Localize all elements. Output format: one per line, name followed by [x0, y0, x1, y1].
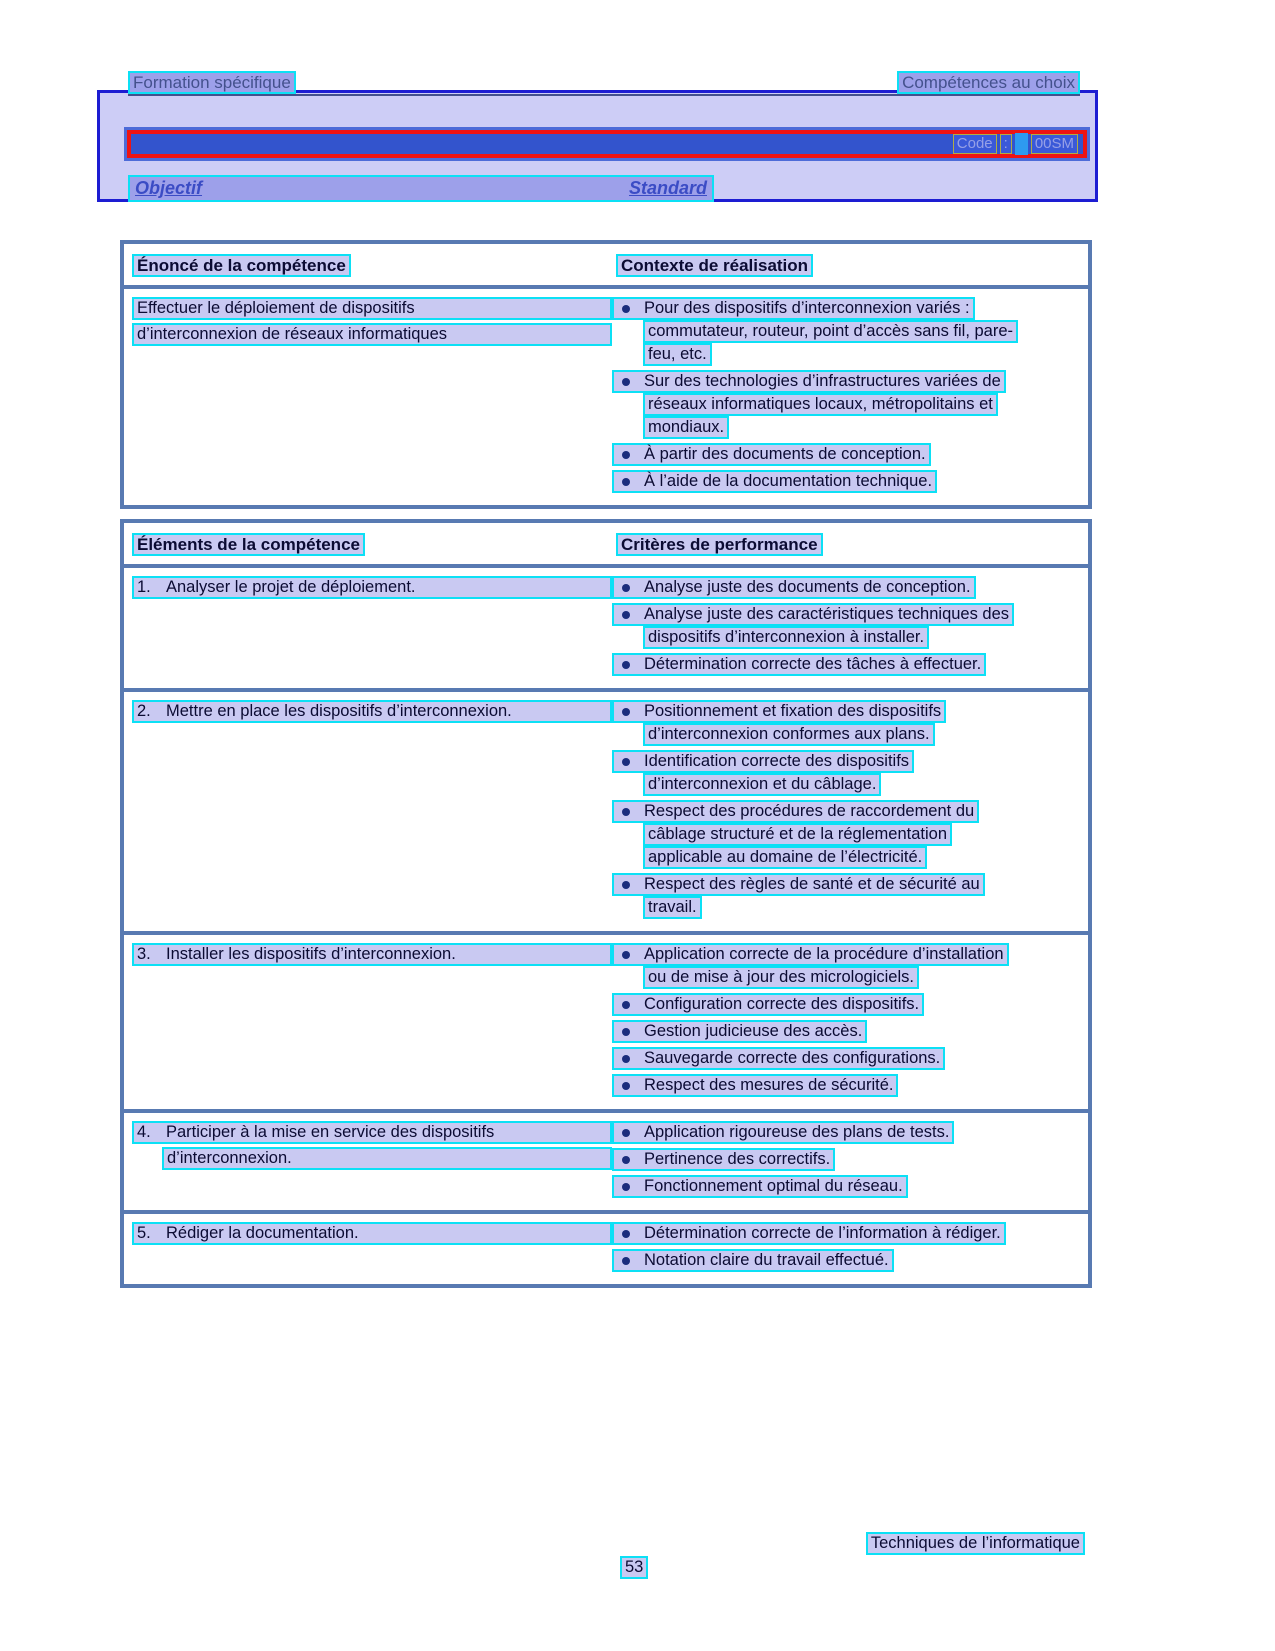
- row-text: Mettre en place les dispositifs d’interconnexion.: [166, 702, 512, 720]
- running-header: [128, 71, 1080, 94]
- bullet-text: Respect des mesures de sécurité.: [644, 1076, 894, 1094]
- bullet-icon: [622, 1055, 630, 1063]
- row-text: Analyser le projet de déploiement.: [166, 578, 416, 596]
- right-cell: [612, 297, 1080, 497]
- left-cell: [132, 576, 612, 680]
- bullet-icon: [622, 661, 630, 669]
- bullet-text: Respect des règles de santé et de sécurité au: [644, 875, 980, 893]
- bullet-text: d’interconnexion conformes aux plans.: [648, 725, 930, 743]
- bullet-line: [643, 723, 1080, 746]
- bullet-line: [612, 576, 1080, 599]
- bullet-item: [612, 653, 1080, 676]
- bullet-text: Application rigoureuse des plans de tests.: [644, 1123, 950, 1141]
- bullet-item: [612, 1047, 1080, 1070]
- left-cell: [132, 943, 612, 1101]
- bullet-icon: [622, 584, 630, 592]
- bullet-icon: [622, 1257, 630, 1265]
- elements-header-right: Critères de performance: [616, 533, 823, 556]
- bullet-text: Pertinence des correctifs.: [644, 1150, 831, 1168]
- bullet-line: [612, 943, 1080, 966]
- bullet-line: [612, 873, 1080, 896]
- bullet-item: [612, 1249, 1080, 1272]
- bullet-icon: [622, 951, 630, 959]
- competence-table-header: [124, 244, 1088, 289]
- row-text-line: [162, 1147, 612, 1170]
- bullet-line: [643, 896, 1080, 919]
- bullet-item: [612, 1074, 1080, 1097]
- row-text: Effectuer le déploiement de dispositifs: [137, 299, 415, 317]
- bullet-icon: [622, 478, 630, 486]
- bullet-text: dispositifs d’interconnexion à installer.: [648, 628, 925, 646]
- row-text: Participer à la mise en service des dispositifs: [166, 1123, 495, 1141]
- bullet-line: [643, 773, 1080, 796]
- bullet-text: Détermination correcte de l’information à rédiger.: [644, 1224, 1001, 1242]
- bullet-text: feu, etc.: [648, 345, 707, 363]
- bullet-text: Détermination correcte des tâches à effectuer.: [644, 655, 982, 673]
- bullet-text: À partir des documents de conception.: [644, 445, 926, 463]
- bullet-icon: [622, 758, 630, 766]
- bullet-icon: [622, 1028, 630, 1036]
- right-cell: [612, 700, 1080, 923]
- bullet-line: [643, 320, 1080, 343]
- bullet-item: [612, 873, 1080, 919]
- bullet-icon: [622, 808, 630, 816]
- bullet-line: [612, 1148, 1080, 1171]
- row-text: d’interconnexion.: [167, 1149, 292, 1167]
- row-number: 2.: [137, 702, 151, 720]
- bullet-text: Fonctionnement optimal du réseau.: [644, 1177, 903, 1195]
- bullet-item: [612, 297, 1080, 366]
- bullet-line: [612, 1074, 1080, 1097]
- bullet-text: Identification correcte des dispositifs: [644, 752, 910, 770]
- bullet-item: [612, 470, 1080, 493]
- standard-label: Standard: [628, 178, 707, 198]
- bullet-text: À l’aide de la documentation technique.: [644, 472, 933, 490]
- header-right-label: Compétences au choix: [897, 71, 1080, 94]
- bullet-item: [612, 370, 1080, 439]
- bullet-item: [612, 800, 1080, 869]
- bullet-line: [612, 1222, 1080, 1245]
- table-row: [124, 289, 1088, 505]
- bullet-icon: [622, 305, 630, 313]
- competence-header-right: Contexte de réalisation: [616, 254, 813, 277]
- subheader-band: [128, 175, 714, 202]
- bullet-text: Analyse juste des documents de conception.: [644, 578, 971, 596]
- bullet-line: [643, 393, 1080, 416]
- bullet-line: [612, 993, 1080, 1016]
- bullet-item: [612, 603, 1080, 649]
- bullet-item: [612, 576, 1080, 599]
- row-text-line: [132, 700, 612, 723]
- bullet-text: Notation claire du travail effectué.: [644, 1251, 889, 1269]
- bullet-text: mondiaux.: [648, 418, 725, 436]
- objectif-label: Objectif: [135, 178, 203, 198]
- bullet-line: [612, 653, 1080, 676]
- bullet-item: [612, 700, 1080, 746]
- bullet-line: [612, 1047, 1080, 1070]
- right-cell: [612, 943, 1080, 1101]
- row-text: Rédiger la documentation.: [166, 1224, 359, 1242]
- bullet-line: [612, 1175, 1080, 1198]
- table-row: [124, 1210, 1088, 1284]
- row-text-line: [132, 1222, 612, 1245]
- bullet-icon: [622, 1183, 630, 1191]
- code-bar: [124, 127, 1090, 161]
- footer-label: Techniques de l’informatique: [866, 1532, 1085, 1555]
- row-text-line: [132, 1121, 612, 1144]
- bullet-text: Sur des technologies d’infrastructures variées de: [644, 372, 1001, 390]
- table-row: [124, 568, 1088, 688]
- left-cell: [132, 1222, 612, 1276]
- left-cell: [132, 700, 612, 923]
- row-text-line: [132, 576, 612, 599]
- right-cell: [612, 1222, 1080, 1276]
- bullet-text: travail.: [648, 898, 697, 916]
- competence-table: [120, 240, 1092, 509]
- bullet-text: Positionnement et fixation des dispositifs: [644, 702, 942, 720]
- row-text-line: [132, 943, 612, 966]
- row-text: d’interconnexion de réseaux informatiques: [137, 325, 448, 343]
- row-number: 4.: [137, 1123, 151, 1141]
- bullet-item: [612, 443, 1080, 466]
- bullet-text: Configuration correcte des dispositifs.: [644, 995, 920, 1013]
- header-rule: [128, 94, 1080, 96]
- bullet-line: [643, 416, 1080, 439]
- bullet-line: [612, 470, 1080, 493]
- bullet-text: câblage structuré et de la réglementation: [648, 825, 948, 843]
- bullet-item: [612, 1148, 1080, 1171]
- header-left-label: Formation spécifique: [128, 71, 296, 94]
- row-text-line: [132, 297, 612, 320]
- row-text-line: [132, 323, 612, 346]
- bullet-icon: [622, 1082, 630, 1090]
- bullet-text: ou de mise à jour des micrologiciels.: [648, 968, 914, 986]
- bullet-line: [643, 343, 1080, 366]
- bullet-item: [612, 993, 1080, 1016]
- left-cell: [132, 297, 612, 497]
- bullet-line: [612, 1121, 1080, 1144]
- elements-table: [120, 519, 1092, 1288]
- row-text: Installer les dispositifs d’interconnexion.: [166, 945, 456, 963]
- bullet-line: [612, 1020, 1080, 1043]
- bullet-item: [612, 1175, 1080, 1198]
- bullet-icon: [622, 1001, 630, 1009]
- page-number: 53: [620, 1556, 648, 1579]
- bullet-line: [612, 297, 1080, 320]
- bullet-text: Gestion judicieuse des accès.: [644, 1022, 863, 1040]
- code-value: 00SM: [1031, 134, 1078, 154]
- bullet-text: applicable au domaine de l’électricité.: [648, 848, 923, 866]
- left-cell: [132, 1121, 612, 1202]
- bullet-line: [612, 800, 1080, 823]
- bullet-text: commutateur, routeur, point d’accès sans fil, pare-: [648, 322, 1014, 340]
- bullet-icon: [622, 378, 630, 386]
- bullet-line: [643, 823, 1080, 846]
- bullet-item: [612, 1222, 1080, 1245]
- bullet-icon: [622, 881, 630, 889]
- bullet-text: Respect des procédures de raccordement du: [644, 802, 975, 820]
- bullet-text: Pour des dispositifs d’interconnexion variés :: [644, 299, 970, 317]
- selection-highlight-box: [1015, 133, 1028, 155]
- table-row: [124, 931, 1088, 1109]
- bullet-line: [612, 700, 1080, 723]
- row-number: 3.: [137, 945, 151, 963]
- bullet-text: Sauvegarde correcte des configurations.: [644, 1049, 941, 1067]
- bullet-item: [612, 1121, 1080, 1144]
- bullet-line: [612, 370, 1080, 393]
- bullet-item: [612, 1020, 1080, 1043]
- row-number: 5.: [137, 1224, 151, 1242]
- bullet-icon: [622, 1230, 630, 1238]
- bullet-line: [643, 846, 1080, 869]
- bullet-text: Application correcte de la procédure d’installation: [644, 945, 1004, 963]
- bullet-icon: [622, 708, 630, 716]
- bullet-icon: [622, 1129, 630, 1137]
- code-label: Code: [953, 134, 997, 154]
- bullet-line: [612, 443, 1080, 466]
- bullet-text: réseaux informatiques locaux, métropolitains et: [648, 395, 993, 413]
- elements-header-left: Éléments de la compétence: [132, 533, 365, 556]
- bullet-item: [612, 750, 1080, 796]
- row-number: 1.: [137, 578, 151, 596]
- bullet-line: [612, 1249, 1080, 1272]
- code-bar-red-frame: [127, 130, 1087, 158]
- table-row: [124, 688, 1088, 931]
- right-cell: [612, 576, 1080, 680]
- bullet-text: d’interconnexion et du câblage.: [648, 775, 877, 793]
- elements-table-header: [124, 523, 1088, 568]
- bullet-icon: [622, 611, 630, 619]
- code-separator: :: [1000, 134, 1012, 154]
- bullet-line: [643, 626, 1080, 649]
- bullet-icon: [622, 1156, 630, 1164]
- bullet-text: Analyse juste des caractéristiques techniques des: [644, 605, 1010, 623]
- bullet-line: [612, 750, 1080, 773]
- bullet-line: [643, 966, 1080, 989]
- competence-header-left: Énoncé de la compétence: [132, 254, 351, 277]
- table-row: [124, 1109, 1088, 1210]
- bullet-icon: [622, 451, 630, 459]
- right-cell: [612, 1121, 1080, 1202]
- bullet-item: [612, 943, 1080, 989]
- bullet-line: [612, 603, 1080, 626]
